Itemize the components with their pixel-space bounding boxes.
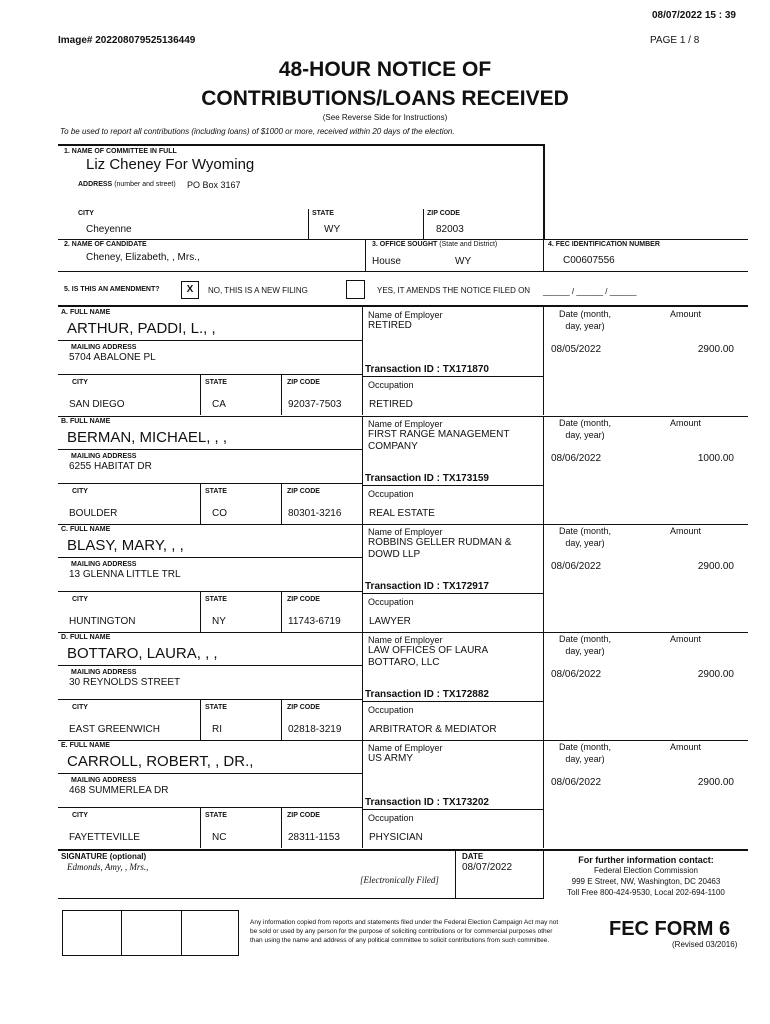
zip-label: ZIP CODE <box>287 488 320 495</box>
committee-city: Cheyenne <box>86 224 132 235</box>
committee-address: PO Box 3167 <box>187 180 241 190</box>
row-divider <box>58 807 362 808</box>
contributor-employer-line2: BOTTARO, LLC <box>368 657 440 668</box>
column-divider <box>362 307 363 415</box>
contributor-occupation: RETIRED <box>369 399 413 410</box>
contributor-address: 6255 HABITAT DR <box>69 461 152 472</box>
column-divider <box>281 807 282 848</box>
committee-state: WY <box>324 224 341 235</box>
city-label: CITY <box>72 488 88 495</box>
contribution-date: 08/06/2022 <box>551 669 602 680</box>
column-divider <box>200 699 201 740</box>
full-name-label: B. FULL NAME <box>61 418 111 425</box>
row-divider <box>58 773 362 774</box>
full-name-label: D. FULL NAME <box>61 634 111 641</box>
committee-zip: 82003 <box>436 224 464 235</box>
fec-id-label: 4. FEC IDENTIFICATION NUMBER <box>548 241 660 248</box>
contributor-address: 13 GLENNA LITTLE TRL <box>69 569 181 580</box>
column-divider <box>362 416 363 524</box>
notice-line3: than using the name and address of any political committee to solicit contributions from such committee. <box>250 937 550 944</box>
notice-line1: Any information copied from reports and statements filed under the Federal Election Campaign Act may not <box>250 919 559 926</box>
contributor-city: BOULDER <box>69 508 118 519</box>
contributor-state: NC <box>212 832 227 843</box>
mailing-address-label: MAILING ADDRESS <box>71 669 137 676</box>
transaction-id: Transaction ID : TX173159 <box>365 473 489 484</box>
contributor-city: SAN DIEGO <box>69 399 125 410</box>
contributor-address: 468 SUMMERLEA DR <box>69 785 169 796</box>
contributor-city: FAYETTEVILLE <box>69 832 140 843</box>
section-divider <box>58 740 748 741</box>
zip-label: ZIP CODE <box>287 704 320 711</box>
mailing-address-label: MAILING ADDRESS <box>71 777 137 784</box>
date-label: Date (month, <box>558 418 612 428</box>
column-divider <box>362 632 363 740</box>
contributor-zip: 28311-1153 <box>288 832 340 843</box>
contributor-name: CARROLL, ROBERT, , DR., <box>67 753 254 770</box>
contributor-address: 30 REYNOLDS STREET <box>69 677 181 688</box>
contributor-name: BERMAN, MICHAEL, , , <box>67 429 228 446</box>
contributor-state: CA <box>212 399 226 410</box>
contributor-name: BOTTARO, LAURA, , , <box>67 645 218 662</box>
section-divider <box>58 416 748 417</box>
contributor-occupation: PHYSICIAN <box>369 832 423 843</box>
yes-checkbox[interactable] <box>346 280 365 299</box>
contribution-amount: 2900.00 <box>697 561 734 572</box>
contribution-amount: 2900.00 <box>697 777 734 788</box>
date-label: Date (month, <box>558 309 612 319</box>
column-divider <box>362 524 363 632</box>
contributor-employer: US ARMY <box>368 753 414 764</box>
amount-label: Amount <box>670 309 702 319</box>
city-label: CITY <box>72 704 88 711</box>
see-reverse: (See Reverse Side for Instructions) <box>322 113 448 122</box>
occupation-label: Occupation <box>368 813 414 823</box>
candidate-name: Cheney, Elizabeth, , Mrs., <box>86 252 200 263</box>
no-label: NO, THIS IS A NEW FILING <box>208 286 308 295</box>
row-divider <box>362 376 543 377</box>
state-label: STATE <box>205 379 227 386</box>
column-divider <box>281 483 282 524</box>
contributor-employer-line2: COMPANY <box>368 441 418 452</box>
row-divider <box>362 701 543 702</box>
row-divider <box>58 665 362 666</box>
office-use-boxes <box>62 910 239 956</box>
contributor-city: EAST GREENWICH <box>69 724 160 735</box>
contribution-date: 08/06/2022 <box>551 561 602 572</box>
contributor-occupation: REAL ESTATE <box>369 508 435 519</box>
date-label-2: day, year) <box>565 538 605 548</box>
amend-date-blank: ______ / ______ / ______ <box>543 287 637 296</box>
date-label-2: day, year) <box>565 430 605 440</box>
employer-label: Name of Employer <box>368 310 443 320</box>
row-divider <box>58 591 362 592</box>
full-name-label: C. FULL NAME <box>61 526 111 533</box>
date-label: Date (month, <box>558 526 612 536</box>
contribution-date: 08/06/2022 <box>551 453 602 464</box>
amount-label: Amount <box>670 526 702 536</box>
state-label: STATE <box>205 812 227 819</box>
contributor-employer-line2: DOWD LLP <box>368 549 421 560</box>
page-number: PAGE 1 / 8 <box>650 35 700 46</box>
contributor-name: ARTHUR, PADDI, L., , <box>67 320 216 337</box>
employer-label: Name of Employer <box>368 419 443 429</box>
row-divider <box>362 485 543 486</box>
fec-form-number: FEC FORM 6 <box>609 918 731 940</box>
contributor-employer: FIRST RANGE MANAGEMENT <box>368 429 510 440</box>
contact-line3: Toll Free 800-424-9530, Local 202-694-1100 <box>567 888 725 897</box>
timestamp: 08/07/2022 15 : 39 <box>652 10 736 21</box>
address-label: ADDRESS (number and street) <box>78 181 176 188</box>
contributor-zip: 02818-3219 <box>288 724 342 735</box>
mailing-address-label: MAILING ADDRESS <box>71 561 137 568</box>
column-divider <box>281 591 282 632</box>
city-label: CITY <box>78 210 94 217</box>
column-divider <box>543 740 544 848</box>
occupation-label: Occupation <box>368 489 414 499</box>
occupation-label: Occupation <box>368 597 414 607</box>
mailing-address-label: MAILING ADDRESS <box>71 344 137 351</box>
city-label: CITY <box>72 596 88 603</box>
signature-name: Edmonds, Amy, , Mrs., <box>67 862 149 872</box>
contributor-zip: 80301-3216 <box>288 508 342 519</box>
contributor-employer: RETIRED <box>368 320 412 331</box>
column-divider <box>200 483 201 524</box>
section-divider <box>58 632 748 633</box>
transaction-id: Transaction ID : TX172882 <box>365 689 489 700</box>
city-label: CITY <box>72 379 88 386</box>
contribution-date: 08/05/2022 <box>551 344 602 355</box>
committee-label: 1. NAME OF COMMITTEE IN FULL <box>64 148 177 155</box>
signature-date: 08/07/2022 <box>462 862 513 873</box>
contributor-address: 5704 ABALONE PL <box>69 352 156 363</box>
contact-heading: For further information contact: <box>578 855 714 865</box>
column-divider <box>362 740 363 848</box>
yes-label: YES, IT AMENDS THE NOTICE FILED ON <box>377 286 531 295</box>
contact-line2: 999 E Street, NW, Washington, DC 20463 <box>571 877 721 886</box>
contributor-state: RI <box>212 724 222 735</box>
form-title-line1: 48-HOUR NOTICE OF <box>278 58 492 81</box>
column-divider <box>200 591 201 632</box>
row-divider <box>362 593 543 594</box>
column-divider <box>281 699 282 740</box>
date-label-2: day, year) <box>565 646 605 656</box>
row-divider <box>58 374 362 375</box>
section-divider <box>58 524 748 525</box>
contribution-date: 08/06/2022 <box>551 777 602 788</box>
column-divider <box>543 632 544 740</box>
electronic-filed: [Electronically Filed] <box>360 875 439 885</box>
state-label: STATE <box>312 210 334 217</box>
column-divider <box>543 416 544 524</box>
row-divider <box>362 809 543 810</box>
transaction-id: Transaction ID : TX172917 <box>365 581 489 592</box>
contributor-city: HUNTINGTON <box>69 616 136 627</box>
zip-label: ZIP CODE <box>287 596 320 603</box>
amount-label: Amount <box>670 418 702 428</box>
zip-label: ZIP CODE <box>427 210 460 217</box>
date-label-2: day, year) <box>565 754 605 764</box>
instructions: To be used to report all contributions (including loans) of $1000 or more, received within 20 days of the election. <box>60 127 455 136</box>
revised-date: (Revised 03/2016) <box>672 940 738 949</box>
contributor-zip: 11743-6719 <box>288 616 341 627</box>
candidate-label: 2. NAME OF CANDIDATE <box>64 241 147 248</box>
row-divider <box>58 483 362 484</box>
amount-label: Amount <box>670 634 702 644</box>
full-name-label: E. FULL NAME <box>61 742 110 749</box>
contributor-employer: LAW OFFICES OF LAURA <box>368 645 489 656</box>
column-divider <box>200 374 201 415</box>
fec-id: C00607556 <box>563 255 615 266</box>
contributor-zip: 92037-7503 <box>288 399 342 410</box>
contributor-employer: ROBBINS GELLER RUDMAN & <box>368 537 512 548</box>
no-checkbox[interactable]: X <box>181 281 199 299</box>
signature-date-label: DATE <box>462 852 484 861</box>
employer-label: Name of Employer <box>368 527 443 537</box>
notice-line2: be sold or used by any person for the purpose of soliciting contributions or for commercial purposes other <box>250 928 553 935</box>
date-label-2: day, year) <box>565 321 605 331</box>
date-label: Date (month, <box>558 634 612 644</box>
contribution-amount: 1000.00 <box>697 453 734 464</box>
contribution-amount: 2900.00 <box>697 344 734 355</box>
contributor-occupation: LAWYER <box>369 616 411 627</box>
full-name-label: A. FULL NAME <box>61 309 111 316</box>
row-divider <box>58 557 362 558</box>
form-title-line2: CONTRIBUTIONS/LOANS RECEIVED <box>201 87 569 110</box>
zip-label: ZIP CODE <box>287 812 320 819</box>
contributor-name: BLASY, MARY, , , <box>67 537 184 554</box>
office-label: 3. OFFICE SOUGHT (State and District) <box>372 241 498 248</box>
signature-label: SIGNATURE (optional) <box>61 852 147 861</box>
employer-label: Name of Employer <box>368 743 443 753</box>
state-label: STATE <box>205 488 227 495</box>
contact-line1: Federal Election Commission <box>593 866 699 875</box>
office-state: WY <box>455 256 472 267</box>
image-id: Image# 202208079525136449 <box>58 35 196 46</box>
row-divider <box>58 340 362 341</box>
transaction-id: Transaction ID : TX171870 <box>365 364 489 375</box>
column-divider <box>543 524 544 632</box>
column-divider <box>200 807 201 848</box>
contribution-amount: 2900.00 <box>697 669 734 680</box>
zip-label: ZIP CODE <box>287 379 320 386</box>
contributor-occupation: ARBITRATOR & MEDIATOR <box>369 724 497 735</box>
occupation-label: Occupation <box>368 380 414 390</box>
date-label: Date (month, <box>558 742 612 752</box>
column-divider <box>281 374 282 415</box>
mailing-address-label: MAILING ADDRESS <box>71 453 137 460</box>
state-label: STATE <box>205 704 227 711</box>
row-divider <box>58 699 362 700</box>
state-label: STATE <box>205 596 227 603</box>
committee-name: Liz Cheney For Wyoming <box>86 156 255 173</box>
office-sought: House <box>372 256 401 267</box>
amount-label: Amount <box>670 742 702 752</box>
contributor-state: CO <box>212 508 227 519</box>
city-label: CITY <box>72 812 88 819</box>
occupation-label: Occupation <box>368 705 414 715</box>
contributor-state: NY <box>212 616 226 627</box>
row-divider <box>58 449 362 450</box>
column-divider <box>543 307 544 415</box>
employer-label: Name of Employer <box>368 635 443 645</box>
transaction-id: Transaction ID : TX173202 <box>365 797 489 808</box>
amendment-label: 5. IS THIS AN AMENDMENT? <box>64 286 160 293</box>
